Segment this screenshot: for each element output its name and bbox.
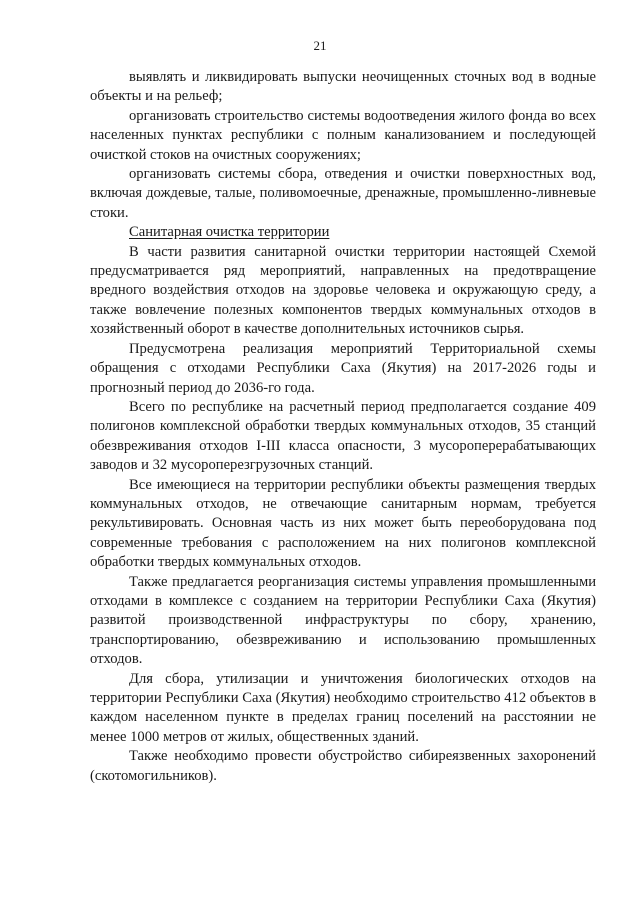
paragraph-surface-water: организовать системы сбора, отведения и очистки поверхностных вод, включая дождевые, талые, поливомоечные, дренажные, промышленно-ливневые стоки. — [90, 166, 596, 221]
paragraph-anthrax-burials: Также необходимо провести обустройство сибиреязвенных захоронений (скотомогильников). — [90, 748, 596, 784]
paragraph-industrial-waste: Также предлагается реорганизация системы управления промышленными отходами в комплексе с созданием на территории Республики Саха (Якутия) развитой производственной инфраструктуры по сбору, хранению, транспортированию, обезвреживанию и использованию промышленных отходов. — [90, 573, 596, 668]
paragraph-facilities-count: Всего по республике на расчетный период предполагается создание 409 полигонов комплексной обработки твердых коммунальных отходов, 35 станций обезвреживания отходов I-III класса опасности, 3 мусороперерабатывающих заводов и 32 мусороперезгрузочных станций. — [90, 398, 596, 474]
paragraph-sewage-discharge: выявлять и ликвидировать выпуски неочищенных сточных вод в водные объекты и на рельеф; — [90, 69, 596, 105]
document-body — [90, 68, 596, 786]
page-number: 21 — [313, 38, 327, 53]
section-heading-text: Санитарная очистка территории — [129, 224, 330, 241]
paragraph-territorial-scheme: Предусмотрена реализация мероприятий Территориальной схемы обращения с отходами Республики Саха (Якутия) на 2017-2026 годы и прогнозный период до 2036-го года. — [90, 340, 596, 396]
paragraph-biological-waste: Для сбора, утилизации и уничтожения биологических отходов на территории Республики Саха (Якутия) необходимо строительство 412 объектов в каждом населенном пункте в пределах границ поселений на расстоянии не менее 1000 метров от жилых, общественных зданий. — [90, 670, 596, 745]
paragraph-drainage-construction: организовать строительство системы водоотведения жилого фонда во всех населенных пунктах республики с полным канализованием и последующей очисткой стоков на очистных сооружениях; — [90, 107, 596, 163]
paragraph-recultivation: Все имеющиеся на территории республики объекты размещения твердых коммунальных отходов, не отвечающие санитарным нормам, требуется рекультивировать. Основная часть из них может быть переоборудована под современные требования с расположением на них полигонов комплексной обработки твердых коммунальных отходов. — [90, 476, 596, 571]
paragraph-sanitation-measures: В части развития санитарной очистки территории настоящей Схемой предусматривается ряд мероприятий, направленных на предотвращение вредного воздействия отходов на здоровье человека и окружающую среду, а также вовлечение полезных компонентов твердых коммунальных отходов в хозяйственный оборот в качестве дополнительных источников сырья. — [90, 243, 596, 338]
section-heading — [90, 223, 596, 242]
